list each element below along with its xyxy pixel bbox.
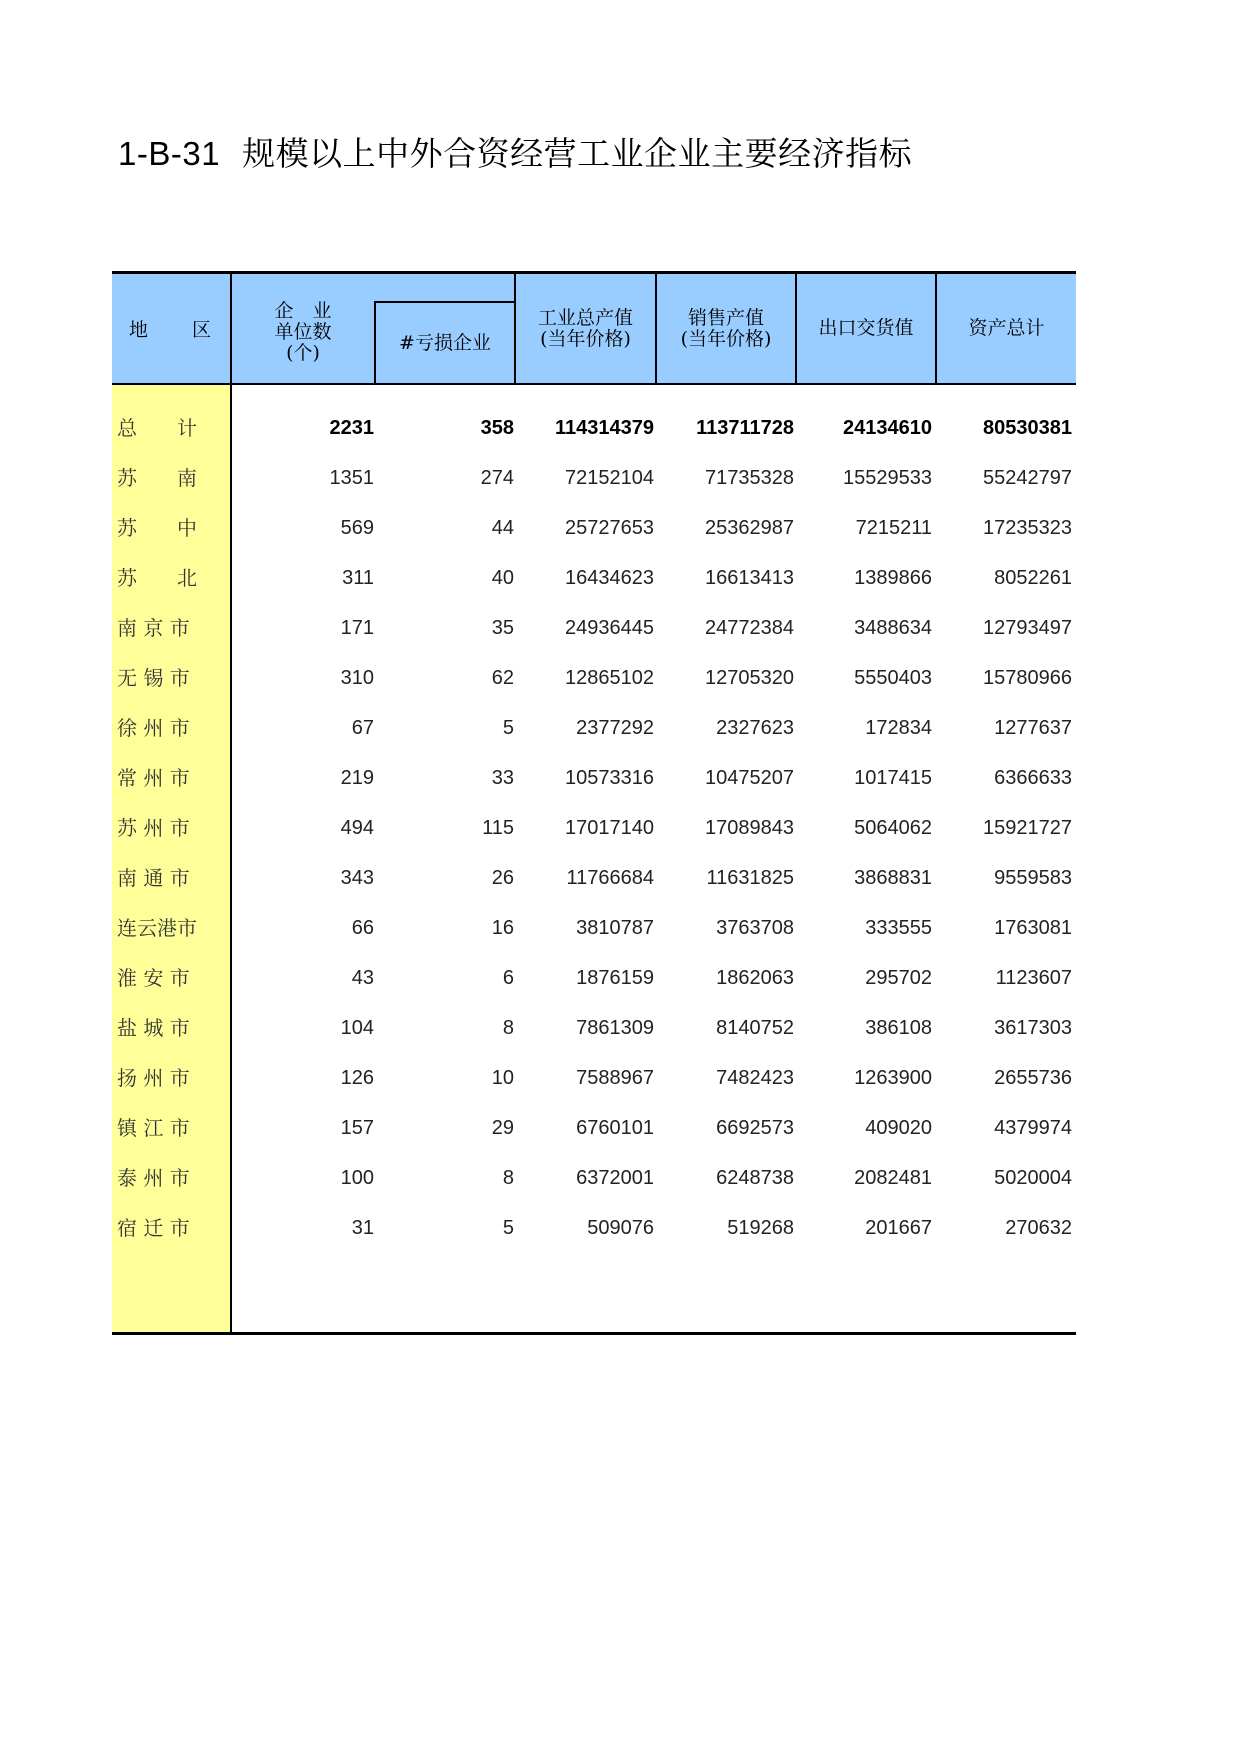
cell-loss: 274 <box>480 467 514 489</box>
cell-export: 172834 <box>865 717 932 739</box>
header-loss-label: #亏损企业 <box>399 331 491 354</box>
cell-loss: 5 <box>502 1217 514 1239</box>
cell-loss: 26 <box>491 867 514 889</box>
cell-output: 16434623 <box>565 567 654 589</box>
header-units-line1: 企 业 <box>274 299 332 322</box>
bottom-rule <box>112 1332 1076 1335</box>
cell-units: 100 <box>340 1167 374 1189</box>
cell-output: 1876159 <box>576 967 654 989</box>
table-row <box>112 603 1076 653</box>
header-bottom-rule <box>112 383 1076 385</box>
cell-sales: 24772384 <box>705 617 794 639</box>
header-loss <box>376 303 514 383</box>
table-row <box>112 1053 1076 1103</box>
cell-export: 201667 <box>865 1217 932 1239</box>
cell-units: 219 <box>340 767 374 789</box>
cell-sales: 2327623 <box>716 717 794 739</box>
row-region: 南 通 市 <box>117 866 190 890</box>
table-row <box>112 903 1076 953</box>
cell-assets: 1123607 <box>995 967 1072 989</box>
cell-export: 1017415 <box>854 767 932 789</box>
cell-units: 43 <box>351 967 374 989</box>
cell-sales: 25362987 <box>705 517 794 539</box>
cell-assets: 15780966 <box>983 667 1072 689</box>
header-sales-line2: (当年价格) <box>680 327 772 350</box>
cell-export: 409020 <box>865 1117 932 1139</box>
cell-output: 114314379 <box>554 417 654 439</box>
cell-export: 333555 <box>865 917 932 939</box>
cell-sales: 12705320 <box>705 667 794 689</box>
cell-assets: 6366633 <box>994 767 1072 789</box>
cell-loss: 115 <box>482 817 514 839</box>
cell-sales: 16613413 <box>705 567 794 589</box>
cell-output: 3810787 <box>576 917 654 939</box>
cell-assets: 80530381 <box>983 417 1072 439</box>
table-row <box>112 403 1076 453</box>
cell-sales: 113711728 <box>696 417 794 439</box>
cell-export: 386108 <box>865 1017 932 1039</box>
table-row <box>112 1203 1076 1253</box>
cell-export: 295702 <box>865 967 932 989</box>
cell-export: 3868831 <box>854 867 932 889</box>
cell-loss: 33 <box>491 767 514 789</box>
cell-assets: 4379974 <box>994 1117 1072 1139</box>
cell-units: 104 <box>340 1017 374 1039</box>
table-row <box>112 703 1076 753</box>
row-region: 扬 州 市 <box>117 1066 190 1090</box>
cell-output: 17017140 <box>565 817 654 839</box>
cell-units: 66 <box>351 917 374 939</box>
cell-output: 6760101 <box>576 1117 654 1139</box>
cell-sales: 8140752 <box>716 1017 794 1039</box>
row-region: 苏 南 <box>117 466 197 490</box>
cell-export: 2082481 <box>854 1167 932 1189</box>
table-row <box>112 1153 1076 1203</box>
cell-loss: 40 <box>491 567 514 589</box>
cell-output: 2377292 <box>576 717 654 739</box>
cell-export: 1389866 <box>854 567 932 589</box>
table-code: 1-B-31 <box>118 135 221 172</box>
cell-loss: 16 <box>491 917 514 939</box>
row-region: 苏 中 <box>117 516 197 540</box>
row-region: 连云港市 <box>117 916 197 940</box>
cell-units: 2231 <box>329 417 374 439</box>
row-region: 淮 安 市 <box>117 966 190 990</box>
header-region-left: 地 <box>129 319 149 341</box>
cell-loss: 35 <box>491 617 514 639</box>
header-output-line2: (当年价格) <box>540 327 631 350</box>
cell-units: 157 <box>340 1117 374 1139</box>
table-row <box>112 953 1076 1003</box>
cell-sales: 7482423 <box>716 1067 794 1089</box>
cell-loss: 29 <box>491 1117 514 1139</box>
cell-assets: 1277637 <box>994 717 1072 739</box>
cell-sales: 1862063 <box>716 967 794 989</box>
cell-sales: 10475207 <box>705 767 794 789</box>
cell-output: 10573316 <box>565 767 654 789</box>
row-region: 常 州 市 <box>117 766 190 790</box>
cell-assets: 9559583 <box>994 867 1072 889</box>
cell-assets: 55242797 <box>983 467 1072 489</box>
cell-sales: 519268 <box>727 1217 794 1239</box>
header-units-line2: 单位数 <box>274 320 332 343</box>
table-row <box>112 653 1076 703</box>
cell-units: 311 <box>342 567 374 589</box>
cell-assets: 17235323 <box>983 517 1072 539</box>
row-region: 泰 州 市 <box>117 1166 190 1190</box>
cell-export: 15529533 <box>843 467 932 489</box>
cell-export: 24134610 <box>843 417 932 439</box>
table-row <box>112 1003 1076 1053</box>
cell-output: 24936445 <box>565 617 654 639</box>
cell-export: 5064062 <box>854 817 932 839</box>
cell-units: 1351 <box>329 467 374 489</box>
cell-units: 31 <box>351 1217 374 1239</box>
cell-units: 569 <box>340 517 374 539</box>
row-region: 徐 州 市 <box>117 716 190 740</box>
cell-output: 72152104 <box>565 467 654 489</box>
data-table <box>112 271 1076 1333</box>
cell-export: 3488634 <box>854 617 932 639</box>
cell-loss: 62 <box>491 667 514 689</box>
cell-loss: 10 <box>491 1067 514 1089</box>
header-export-label: 出口交货值 <box>818 317 914 339</box>
cell-loss: 8 <box>502 1017 514 1039</box>
cell-assets: 15921727 <box>983 817 1072 839</box>
cell-assets: 8052261 <box>994 567 1072 589</box>
cell-output: 12865102 <box>565 667 654 689</box>
header-assets <box>937 274 1076 383</box>
table-row <box>112 853 1076 903</box>
table-row <box>112 803 1076 853</box>
cell-loss: 44 <box>491 517 514 539</box>
cell-assets: 3617303 <box>994 1017 1072 1039</box>
cell-loss: 6 <box>502 967 514 989</box>
header-output-line1: 工业总产值 <box>537 306 633 329</box>
cell-loss: 5 <box>502 717 514 739</box>
row-region: 苏 北 <box>117 566 197 590</box>
cell-output: 509076 <box>587 1217 654 1239</box>
cell-export: 1263900 <box>854 1067 932 1089</box>
header-units-line3: (个) <box>286 341 320 364</box>
row-region: 镇 江 市 <box>117 1116 190 1140</box>
cell-output: 6372001 <box>576 1167 654 1189</box>
cell-assets: 5020004 <box>994 1167 1072 1189</box>
cell-export: 5550403 <box>854 667 932 689</box>
cell-sales: 6692573 <box>716 1117 794 1139</box>
cell-units: 494 <box>340 817 374 839</box>
header-units <box>232 289 374 375</box>
table-row <box>112 553 1076 603</box>
cell-output: 7861309 <box>576 1017 654 1039</box>
cell-sales: 6248738 <box>716 1167 794 1189</box>
cell-units: 343 <box>340 867 374 889</box>
table-row <box>112 753 1076 803</box>
row-region: 宿 迁 市 <box>117 1216 190 1240</box>
cell-sales: 3763708 <box>716 917 794 939</box>
cell-units: 67 <box>351 717 374 739</box>
cell-assets: 270632 <box>1005 1217 1072 1239</box>
page-title <box>118 128 912 175</box>
cell-sales: 17089843 <box>705 817 794 839</box>
header-export <box>797 274 935 383</box>
cell-export: 7215211 <box>855 517 932 539</box>
cell-sales: 71735328 <box>705 467 794 489</box>
cell-units: 310 <box>340 667 374 689</box>
cell-loss: 358 <box>480 417 514 439</box>
cell-loss: 8 <box>502 1167 514 1189</box>
cell-units: 171 <box>340 617 374 639</box>
cell-output: 7588967 <box>576 1067 654 1089</box>
table-row <box>112 1103 1076 1153</box>
header-output <box>516 274 655 383</box>
header-region <box>112 274 230 383</box>
cell-assets: 2655736 <box>994 1067 1072 1089</box>
cell-units: 126 <box>340 1067 374 1089</box>
cell-output: 25727653 <box>565 517 654 539</box>
cell-assets: 1763081 <box>994 917 1072 939</box>
cell-output: 11766684 <box>566 867 654 889</box>
row-region: 盐 城 市 <box>117 1016 190 1040</box>
header-sales-line1: 销售产值 <box>687 306 764 329</box>
row-region: 总 计 <box>117 416 197 440</box>
cell-assets: 12793497 <box>983 617 1072 639</box>
table-row <box>112 453 1076 503</box>
row-region: 无 锡 市 <box>117 666 190 690</box>
header-region-right: 区 <box>192 319 212 341</box>
row-region: 苏 州 市 <box>117 816 190 840</box>
cell-sales: 11631825 <box>706 867 794 889</box>
header-assets-label: 资产总计 <box>968 317 1045 339</box>
header-sales <box>657 274 795 383</box>
row-region: 南 京 市 <box>117 616 190 640</box>
table-row <box>112 503 1076 553</box>
table-name: 规模以上中外合资经营工业企业主要经济指标 <box>242 134 913 173</box>
